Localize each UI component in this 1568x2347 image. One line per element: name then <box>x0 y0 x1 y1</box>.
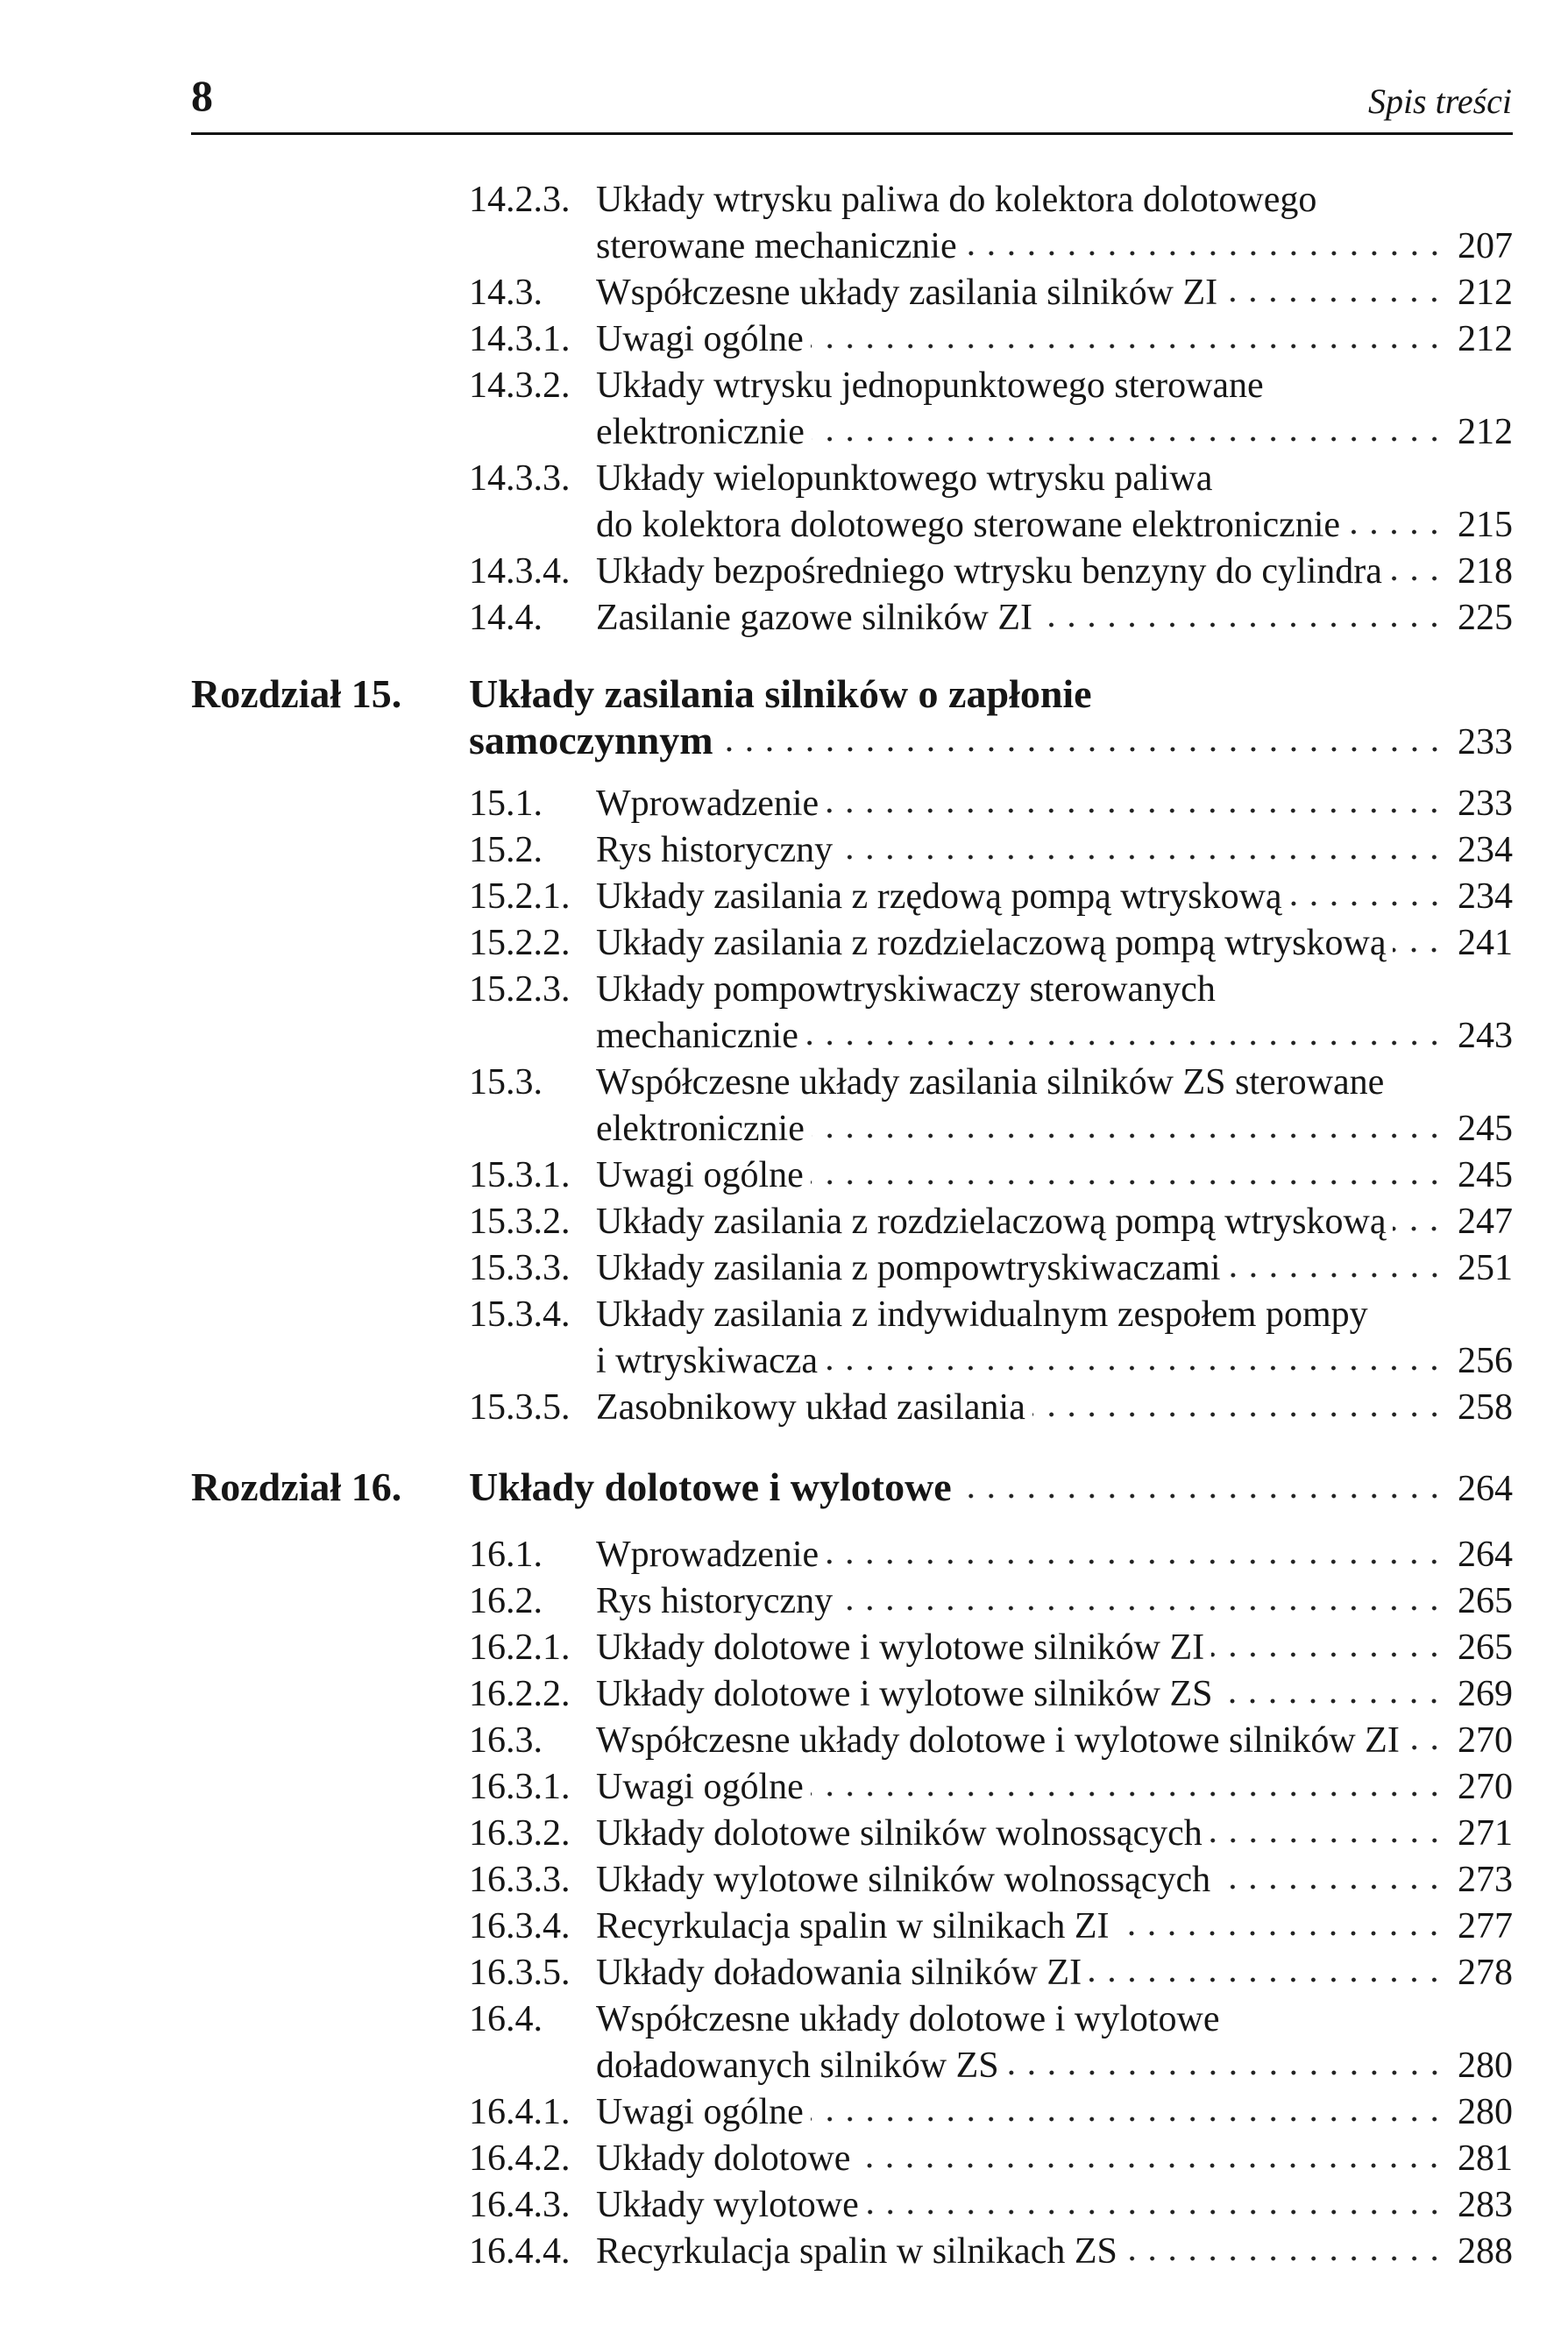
section-number: 15.2.3. <box>469 969 571 1010</box>
dot-leader <box>1125 2254 1444 2263</box>
page-ref: 218 <box>1458 551 1513 592</box>
dot-leader <box>811 1178 1444 1187</box>
section-number: 16.4.1. <box>469 2092 571 2132</box>
toc-entry[interactable] <box>191 1950 1513 1996</box>
page-ref: 269 <box>1458 1674 1513 1714</box>
section-number: 16.2.1. <box>469 1627 571 1668</box>
section-number: 16.1. <box>469 1535 543 1575</box>
section-number: 16.4.3. <box>469 2185 571 2225</box>
section-number: 15.3.5. <box>469 1387 571 1428</box>
entry-title: Układy doładowania silników ZI <box>596 1953 1082 1993</box>
toc-entry[interactable] <box>191 2182 1513 2229</box>
indent: Rozdział 16. <box>191 1464 402 1509</box>
entry-title: Recyrkulacja spalin w silnikach ZS <box>596 2231 1117 2272</box>
entry-title: Uwagi ogólne <box>596 1155 804 1195</box>
entry-line <box>191 1996 1513 2043</box>
section-number: 14.3.4. <box>469 551 571 592</box>
page-ref: 264 <box>1458 1469 1513 1509</box>
entry-title: Układy zasilania z pompowtryskiwaczami <box>596 1248 1221 1288</box>
page-ref: 277 <box>1458 1906 1513 1946</box>
page-ref: 288 <box>1458 2231 1513 2272</box>
chapter-heading <box>191 1464 1513 1510</box>
page-ref: 212 <box>1458 273 1513 313</box>
page-ref: 264 <box>1458 1535 1513 1575</box>
entry-title: Układy pompowtryskiwaczy sterowanych <box>596 969 1216 1010</box>
toc-entry[interactable] <box>191 1152 1513 1199</box>
entry-title: Uwagi ogólne <box>596 1767 804 1807</box>
section-number: 16.4. <box>469 1999 543 2039</box>
running-title: Spis treści <box>1367 82 1512 121</box>
toc-entry[interactable] <box>191 1060 1513 1152</box>
toc-entry[interactable] <box>191 2089 1513 2136</box>
entry-title: Układy wtrysku jednopunktowego sterowane <box>596 365 1264 406</box>
entry-title: Zasobnikowy układ zasilania <box>596 1387 1025 1428</box>
page-ref: 256 <box>1458 1341 1513 1381</box>
chapter-line <box>191 717 1513 763</box>
dot-leader <box>811 342 1444 351</box>
dot-leader <box>720 745 1444 754</box>
entry-line <box>191 920 1513 967</box>
toc-entry[interactable] <box>191 1625 1513 1671</box>
dot-leader <box>1116 1929 1444 1938</box>
entry-line <box>191 827 1513 874</box>
entry-line <box>191 502 1513 549</box>
entry-title: Układy dolotowe i wylotowe silników ZS <box>596 1674 1213 1714</box>
dot-leader <box>811 2115 1444 2124</box>
entry-line <box>191 1292 1513 1338</box>
toc-entry[interactable] <box>191 270 1513 316</box>
toc-entry[interactable] <box>191 1199 1513 1245</box>
entry-title: Wprowadzenie <box>596 1535 819 1575</box>
toc-entry[interactable] <box>191 1857 1513 1904</box>
dot-leader <box>1347 528 1444 536</box>
entry-line <box>191 316 1513 363</box>
page-ref: 251 <box>1458 1248 1513 1288</box>
toc-entry[interactable] <box>191 1671 1513 1718</box>
toc-entry[interactable] <box>191 967 1513 1060</box>
entry-line <box>191 1950 1513 1996</box>
dot-leader <box>812 1131 1444 1140</box>
section-number: 15.2.1. <box>469 876 571 917</box>
toc-entry[interactable] <box>191 1245 1513 1292</box>
section-number: 15.3.4. <box>469 1294 571 1335</box>
entry-line <box>191 1764 1513 1811</box>
entry-line <box>191 1199 1513 1245</box>
page-ref: 243 <box>1458 1016 1513 1056</box>
toc-entry[interactable] <box>191 1996 1513 2089</box>
entry-group <box>191 781 1513 1431</box>
dot-leader <box>857 2161 1444 2170</box>
section-number: 16.3.5. <box>469 1953 571 1993</box>
entry-title: Układy dolotowe i wylotowe <box>469 1464 952 1509</box>
section-number: 14.2.3. <box>469 180 571 220</box>
toc-entry[interactable] <box>191 2136 1513 2182</box>
page-ref: 212 <box>1458 319 1513 359</box>
dot-leader <box>826 1557 1444 1566</box>
entry-line <box>191 2136 1513 2182</box>
entry-title: Uwagi ogólne <box>596 2092 804 2132</box>
entry-line <box>191 1718 1513 1764</box>
page-ref: 270 <box>1458 1767 1513 1807</box>
section-number: 15.3. <box>469 1062 543 1103</box>
page-ref: 234 <box>1458 830 1513 870</box>
entry-title: Układy dolotowe i wylotowe silników ZI <box>596 1627 1205 1668</box>
dot-leader <box>840 1604 1444 1613</box>
entry-line <box>191 409 1513 456</box>
entry-line <box>191 177 1513 223</box>
entry-line <box>191 456 1513 502</box>
dot-leader <box>1217 1883 1444 1891</box>
entry-title: Układy wylotowe <box>596 2185 859 2225</box>
entry-line <box>191 1671 1513 1718</box>
toc-entry[interactable] <box>191 1718 1513 1764</box>
entry-line <box>191 1904 1513 1950</box>
toc-entry[interactable] <box>191 2229 1513 2275</box>
page-ref: 215 <box>1458 505 1513 545</box>
entry-line <box>191 223 1513 270</box>
entry-line <box>191 1013 1513 1060</box>
section-number: 15.3.2. <box>469 1202 571 1242</box>
entry-title: elektronicznie <box>596 412 805 452</box>
dot-leader <box>1211 1650 1444 1659</box>
entry-title: Rys historyczny <box>596 1581 834 1621</box>
page-ref: 258 <box>1458 1387 1513 1428</box>
entry-line <box>191 2182 1513 2229</box>
section-number: 14.3.3. <box>469 458 571 499</box>
toc-entry[interactable] <box>191 874 1513 920</box>
dot-leader <box>1032 1410 1444 1419</box>
entry-title: Układy bezpośredniego wtrysku benzyny do cylindra <box>596 551 1382 592</box>
entry-line <box>191 1106 1513 1152</box>
entry-title: Układy dolotowe silników wolnossących <box>596 1813 1203 1854</box>
entry-line <box>191 549 1513 595</box>
entry-title: Układy zasilania z indywidualnym zespołem pompy <box>596 1294 1368 1335</box>
entry-title: elektronicznie <box>596 1109 805 1149</box>
entry-line <box>191 967 1513 1013</box>
section-number: 15.1. <box>469 784 543 824</box>
page-ref: 271 <box>1458 1813 1513 1854</box>
section-number: 14.3. <box>469 273 543 313</box>
dot-leader <box>1393 946 1444 954</box>
entry-title: Współczesne układy zasilania silników ZI <box>596 273 1218 313</box>
entry-title: Uwagi ogólne <box>596 319 804 359</box>
dot-leader <box>964 249 1444 258</box>
dot-leader <box>1219 1697 1444 1705</box>
page-ref: 270 <box>1458 1720 1513 1761</box>
entry-title: doładowanych silników ZS <box>596 2046 999 2086</box>
page-ref: 247 <box>1458 1202 1513 1242</box>
entry-line <box>191 874 1513 920</box>
page-ref: 280 <box>1458 2092 1513 2132</box>
entry-line <box>191 1811 1513 1857</box>
section-number: 16.3.4. <box>469 1906 571 1946</box>
dot-leader <box>812 435 1444 443</box>
entry-title: Współczesne układy dolotowe i wylotowe <box>596 1999 1220 2039</box>
toc-entry[interactable] <box>191 1811 1513 1857</box>
section-number: 16.4.2. <box>469 2138 571 2179</box>
dot-leader <box>866 2208 1444 2216</box>
section-number: 14.3.1. <box>469 319 571 359</box>
dot-leader <box>959 1492 1444 1500</box>
toc-entry[interactable] <box>191 549 1513 595</box>
page-ref: 265 <box>1458 1581 1513 1621</box>
page-ref: 207 <box>1458 226 1513 266</box>
indent: Rozdział 15. <box>191 671 402 716</box>
entry-title: Układy zasilania z rozdzielaczową pompą wtryskową <box>596 923 1387 963</box>
section-number: 16.3.3. <box>469 1860 571 1900</box>
entry-line <box>191 1338 1513 1385</box>
toc-entry[interactable] <box>191 920 1513 967</box>
entry-title: Układy wylotowe silników wolnossących <box>596 1860 1211 1900</box>
entry-title: Współczesne układy zasilania silników ZS sterowane <box>596 1062 1385 1103</box>
dot-leader <box>1289 899 1444 908</box>
toc-entry[interactable] <box>191 595 1513 642</box>
header-rule <box>191 132 1513 135</box>
entry-line <box>191 781 1513 827</box>
table-of-contents <box>191 177 1513 2275</box>
dot-leader <box>825 1364 1444 1372</box>
entry-line <box>191 363 1513 409</box>
dot-leader <box>805 1039 1444 1047</box>
entry-title: Współczesne układy dolotowe i wylotowe silników ZI <box>596 1720 1400 1761</box>
page-ref: 233 <box>1458 784 1513 824</box>
dot-leader <box>840 853 1444 862</box>
page-ref: 245 <box>1458 1109 1513 1149</box>
section-number: 16.3.1. <box>469 1767 571 1807</box>
page-ref: 233 <box>1458 722 1513 762</box>
entry-line <box>191 1385 1513 1431</box>
toc-entry[interactable] <box>191 456 1513 549</box>
section-number: 16.2. <box>469 1581 543 1621</box>
dot-leader <box>1039 620 1444 629</box>
dot-leader <box>1228 1271 1444 1280</box>
page-ref: 234 <box>1458 876 1513 917</box>
section-number: 14.3.2. <box>469 365 571 406</box>
page-ref: 281 <box>1458 2138 1513 2179</box>
page-number: 8 <box>191 71 213 120</box>
entry-line <box>191 1532 1513 1578</box>
entry-line <box>191 1857 1513 1904</box>
entry-title: i wtryskiwacza <box>596 1341 819 1381</box>
entry-title: mechanicznie <box>596 1016 798 1056</box>
dot-leader <box>1407 1743 1444 1752</box>
toc-entry[interactable] <box>191 1292 1513 1385</box>
page-ref: 245 <box>1458 1155 1513 1195</box>
section-number: 15.3.1. <box>469 1155 571 1195</box>
toc-entry[interactable] <box>191 1904 1513 1950</box>
entry-line <box>191 595 1513 642</box>
entry-line <box>191 2043 1513 2089</box>
dot-leader <box>1389 574 1444 583</box>
page-ref: 280 <box>1458 2046 1513 2086</box>
section-number: 16.4.4. <box>469 2231 571 2272</box>
toc-entry[interactable] <box>191 363 1513 456</box>
entry-line <box>191 2089 1513 2136</box>
toc-entry[interactable] <box>191 316 1513 363</box>
section-number: 16.3.2. <box>469 1813 571 1854</box>
entry-title: Układy zasilania z rzędową pompą wtryskową <box>596 876 1282 917</box>
entry-title: Układy dolotowe <box>596 2138 851 2179</box>
entry-title: sterowane mechanicznie <box>596 226 957 266</box>
entry-title: samoczynnym <box>469 718 713 762</box>
toc-entry[interactable] <box>191 781 1513 827</box>
dot-leader <box>1224 295 1444 304</box>
chapter-line <box>191 1464 1513 1510</box>
page-ref: 225 <box>1458 598 1513 638</box>
dot-leader <box>1210 1836 1444 1845</box>
section-number: 16.2.2. <box>469 1674 571 1714</box>
entry-line <box>191 1152 1513 1199</box>
entry-title: Recyrkulacja spalin w silnikach ZI <box>596 1906 1110 1946</box>
section-number: 15.3.3. <box>469 1248 571 1288</box>
dot-leader <box>826 806 1444 815</box>
page-ref: 241 <box>1458 923 1513 963</box>
toc-entry[interactable] <box>191 827 1513 874</box>
section-number: 15.2.2. <box>469 923 571 963</box>
entry-line <box>191 270 1513 316</box>
entry-group <box>191 1532 1513 2275</box>
chapter-heading <box>191 670 1513 763</box>
toc-entry[interactable] <box>191 1385 1513 1431</box>
entry-line <box>191 1578 1513 1625</box>
dot-leader <box>1393 1224 1444 1233</box>
toc-entry[interactable] <box>191 177 1513 270</box>
entry-line <box>191 2229 1513 2275</box>
dot-leader <box>1089 1975 1444 1984</box>
entry-title: do kolektora dolotowego sterowane elektronicznie <box>596 505 1341 545</box>
page-ref: 283 <box>1458 2185 1513 2225</box>
section-number: 15.2. <box>469 830 543 870</box>
entry-title: Układy zasilania silników o zapłonie <box>469 671 1092 716</box>
page-ref: 212 <box>1458 412 1513 452</box>
entry-line <box>191 1625 1513 1671</box>
toc-entry[interactable] <box>191 1532 1513 1578</box>
entry-group <box>191 177 1513 642</box>
chapter-line <box>191 670 1513 717</box>
section-number: 16.3. <box>469 1720 543 1761</box>
entry-title: Wprowadzenie <box>596 784 819 824</box>
entry-title: Zasilanie gazowe silników ZI <box>596 598 1033 638</box>
page-ref: 273 <box>1458 1860 1513 1900</box>
entry-title: Układy wtrysku paliwa do kolektora dolotowego <box>596 180 1317 220</box>
toc-entry[interactable] <box>191 1764 1513 1811</box>
entry-line <box>191 1060 1513 1106</box>
entry-line <box>191 1245 1513 1292</box>
entry-title: Rys historyczny <box>596 830 834 870</box>
entry-title: Układy wielopunktowego wtrysku paliwa <box>596 458 1213 499</box>
page-ref: 278 <box>1458 1953 1513 1993</box>
section-number: 14.4. <box>469 598 543 638</box>
entry-title: Układy zasilania z rozdzielaczową pompą wtryskową <box>596 1202 1387 1242</box>
dot-leader <box>811 1790 1444 1798</box>
page-ref: 265 <box>1458 1627 1513 1668</box>
toc-entry[interactable] <box>191 1578 1513 1625</box>
dot-leader <box>1006 2068 1444 2077</box>
